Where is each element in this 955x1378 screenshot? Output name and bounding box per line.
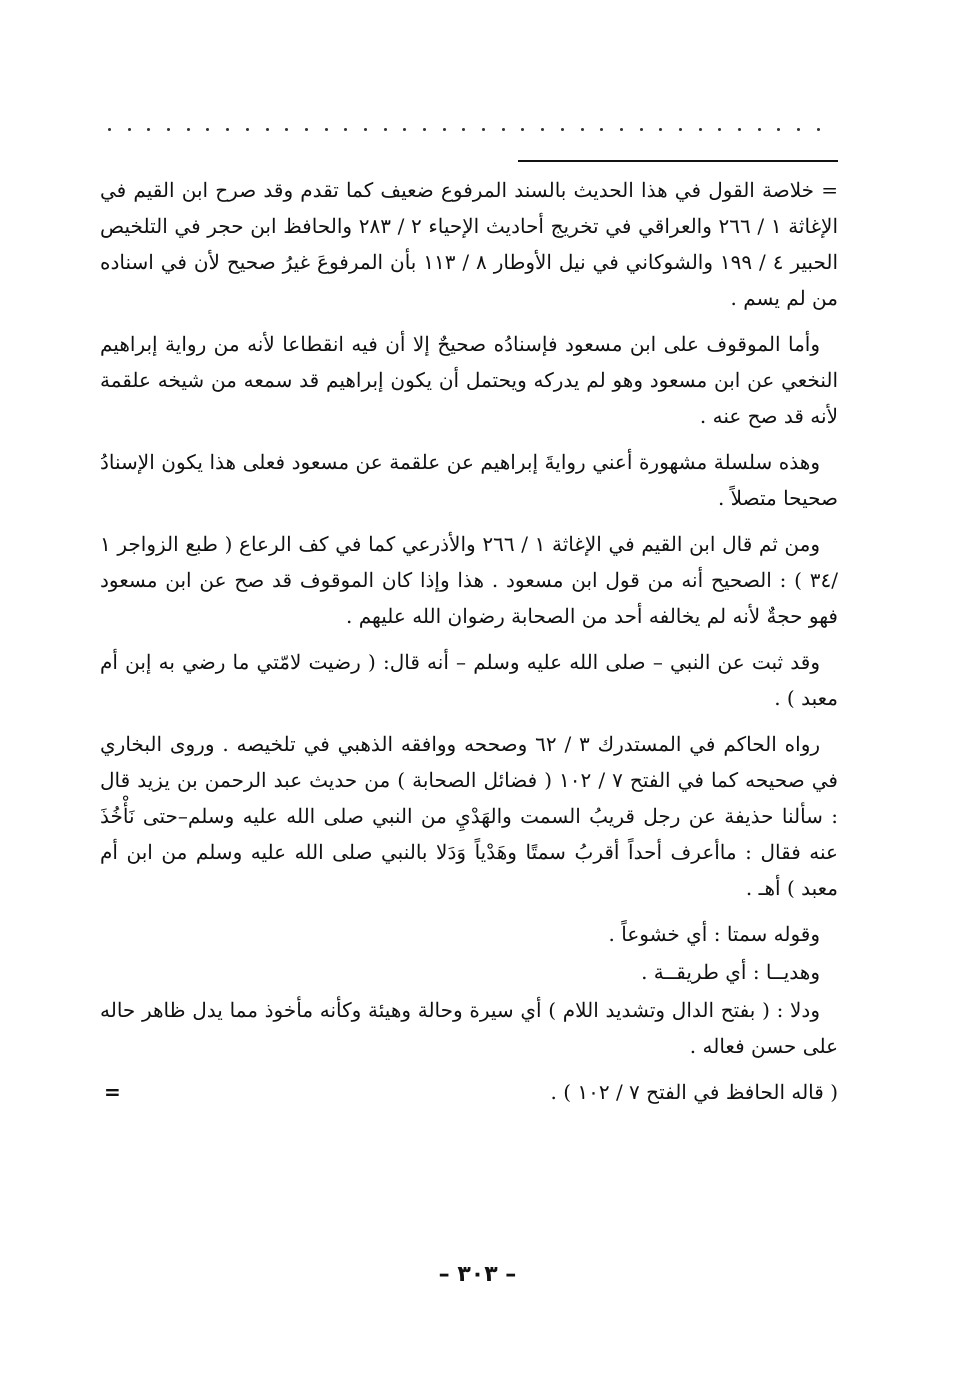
- dotted-separator: [108, 124, 820, 134]
- paragraph: وهذه سلسلة مشهورة أعني روايةَ إبراهيم عن علقمة عن مسعود فعلى هذا يكون الإسنادُ صحيحا متصلاً .: [100, 450, 838, 510]
- paragraph: ودلا : ( بفتح الدال وتشديد اللام ) أي سيرة وحالة وهيئة وكأنه مأخوذ مما يدل ظاهر حاله على حسن فعاله .: [100, 998, 838, 1058]
- paragraph: وقوله سمتا : أي خشوعاً .: [608, 922, 820, 946]
- paragraph: رواه الحاكم في المستدرك ٣ / ٦٢ وصححه ووافقه الذهبي في تلخيصه . وروى البخاري في صحيحه كما في الفتح ٧ / ١٠٢ ( فضائل الصحابة ) من حديث عبد الرحمن بن يزيد قال : سألنا حذيفة عن رجل قريبُ السمت والهَدْيِ من النبي صلى الله عليه وسلم–حتى نَأْخُذَ عنه فقال : ماأعرف أحداً أقربُ سمتًا وهَدْياً وَدَلا بالنبي صلى الله عليه وسلم من ابن أم معبد ) أهـ .: [100, 732, 838, 900]
- paragraph: وقد ثبت عن النبي – صلى الله عليه وسلم – أنه قال: ( رضيت لامّتي ما رضي به إبن أم معبد ) .: [100, 650, 838, 710]
- closing-line-row: [100, 1074, 838, 1110]
- paragraph: وأما الموقوف على ابن مسعود فإسنادُه صحيحٌ إلا أن فيه انقطاعا لأنه من رواية إبراهيم النخعي عن ابن مسعود وهو لم يدركه ويحتمل أن يكون إبراهيم قد سمعه من شيخه علقمة لأنه قد صح عنه .: [100, 332, 838, 428]
- page-number: – ٣٠٣ –: [438, 1262, 517, 1287]
- footnote-rule: [518, 160, 838, 162]
- footnote-text: [100, 172, 838, 1110]
- paragraph: وهديــا : أي طريقــة .: [641, 960, 820, 984]
- continuation-mark: =: [104, 1080, 121, 1104]
- closing-line: ( قاله الحافظ في الفتح ٧ / ١٠٢ ) .: [550, 1080, 838, 1104]
- paragraph: ومن ثم قال ابن القيم في الإغاثة ١ / ٢٦٦ والأذرعي كما في كف الرعاع ( طبع الزواجر ١ /٣٤ ) : الصحيح أنه من قول ابن مسعود . هذا وإذا كان الموقوف قد صح عن ابن مسعود فهو حجةٌ لأنه لم يخالفه أحد من الصحابة رضوان الله عليهم .: [100, 532, 839, 628]
- paragraph: = خلاصة القول في هذا الحديث بالسند المرفوع ضعيف كما تقدم وقد صرح ابن القيم في الإغاثة ١ / ٢٦٦ والعراقي في تخريج أحاديث الإحياء ٢ / ٢٨٣ والحافظ ابن حجر في التلخيص الحبير ٤ / ١٩٩ والشوكاني في نيل الأوطار ٨ / ١١٣ بأن المرفوعَ غيرُ صحيح لأن في اسناده من لم يسم .: [100, 178, 839, 310]
